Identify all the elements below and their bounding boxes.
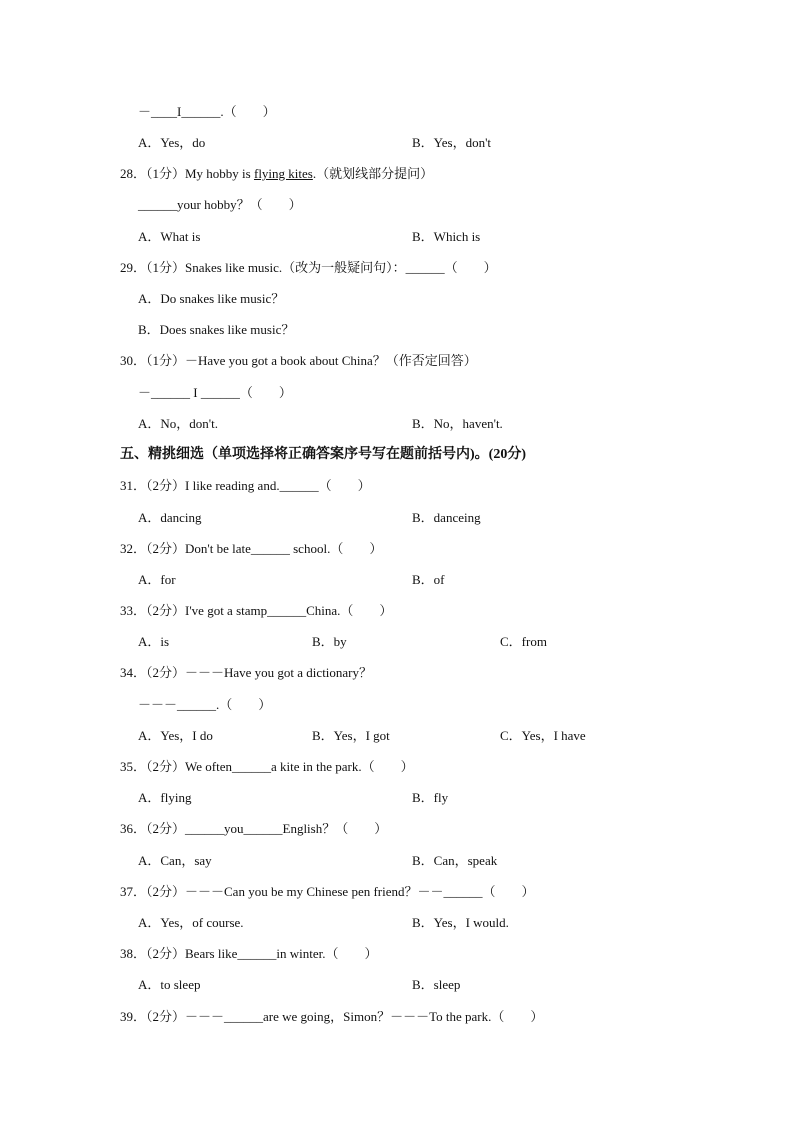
q27-dialog: －____I______.（ ） xyxy=(138,104,276,119)
q34-option-a[interactable]: A．Yes，I do xyxy=(138,728,213,743)
q27-option-a[interactable]: A．Yes，do xyxy=(138,135,206,150)
q38-option-b[interactable]: B．sleep xyxy=(412,977,461,992)
q28-suffix: .（就划线部分提问） xyxy=(312,166,434,181)
q33-question: 33．（2分）I've got a stamp______China.（ ） xyxy=(120,603,393,618)
q32-option-b[interactable]: B．of xyxy=(412,572,445,587)
q37-question: 37．（2分）－－－Can you be my Chinese pen friend？－－______（ ） xyxy=(120,884,535,899)
q35-option-a[interactable]: A．flying xyxy=(138,790,192,805)
q33-option-a[interactable]: A．is xyxy=(138,634,170,649)
q36-question: 36．（2分）______you______English？（ ） xyxy=(120,821,388,836)
q28-option-a[interactable]: A．What is xyxy=(138,229,201,244)
q29-question: 29．（1分）Snakes like music.（改为一般疑问句）：______（ ） xyxy=(120,260,497,275)
section-five-heading: 五、精挑细选（单项选择将正确答案序号写在题前括号内)。(20分) xyxy=(120,447,526,462)
q27-option-b[interactable]: B．Yes，don't xyxy=(412,135,492,150)
q36-option-b[interactable]: B．Can，speak xyxy=(412,853,498,868)
q37-option-a[interactable]: A．Yes，of course. xyxy=(138,915,244,930)
q29-option-a[interactable]: A．Do snakes like music？ xyxy=(138,291,285,306)
q31-option-a[interactable]: A．dancing xyxy=(138,510,202,525)
q31-question: 31．（2分）I like reading and.______（ ） xyxy=(120,478,371,493)
q28-option-b[interactable]: B．Which is xyxy=(412,229,481,244)
q30-option-b[interactable]: B．No，haven't. xyxy=(412,416,503,431)
q37-option-b[interactable]: B．Yes，I would. xyxy=(412,915,509,930)
q30-option-a[interactable]: A．No，don't. xyxy=(138,416,218,431)
q38-question: 38．（2分）Bears like______in winter.（ ） xyxy=(120,946,378,961)
q32-question: 32．（2分）Don't be late______ school.（ ） xyxy=(120,541,383,556)
q31-option-b[interactable]: B．danceing xyxy=(412,510,481,525)
q28-underlined-phrase: flying kites xyxy=(253,166,313,181)
q33-option-c[interactable]: C．from xyxy=(500,634,547,649)
q29-option-b[interactable]: B．Does snakes like music？ xyxy=(138,322,295,337)
q28-prefix: 28．（1分）My hobby is xyxy=(120,166,254,181)
q34-option-c[interactable]: C．Yes，I have xyxy=(500,728,586,743)
q28-blank: ______your hobby？（ ） xyxy=(138,197,302,212)
q35-question: 35．（2分）We often______a kite in the park.（ ） xyxy=(120,759,414,774)
q38-option-a[interactable]: A．to sleep xyxy=(138,977,201,992)
q34-dialog: －－－______.（ ） xyxy=(138,697,272,712)
q30-question: 30．（1分）－Have you got a book about China？（作否定回答） xyxy=(120,353,477,368)
q36-option-a[interactable]: A．Can，say xyxy=(138,853,212,868)
q39-question: 39．（2分）－－－______are we going，Simon？－－－To the park.（ ） xyxy=(120,1009,544,1024)
q33-option-b[interactable]: B．by xyxy=(312,634,347,649)
q30-dialog: －______ I ______（ ） xyxy=(138,385,292,400)
q28-question xyxy=(120,166,433,182)
q32-option-a[interactable]: A．for xyxy=(138,572,176,587)
q35-option-b[interactable]: B．fly xyxy=(412,790,449,805)
q34-option-b[interactable]: B．Yes，I got xyxy=(312,728,390,743)
q34-question: 34．（2分）－－－Have you got a dictionary？ xyxy=(120,665,373,680)
